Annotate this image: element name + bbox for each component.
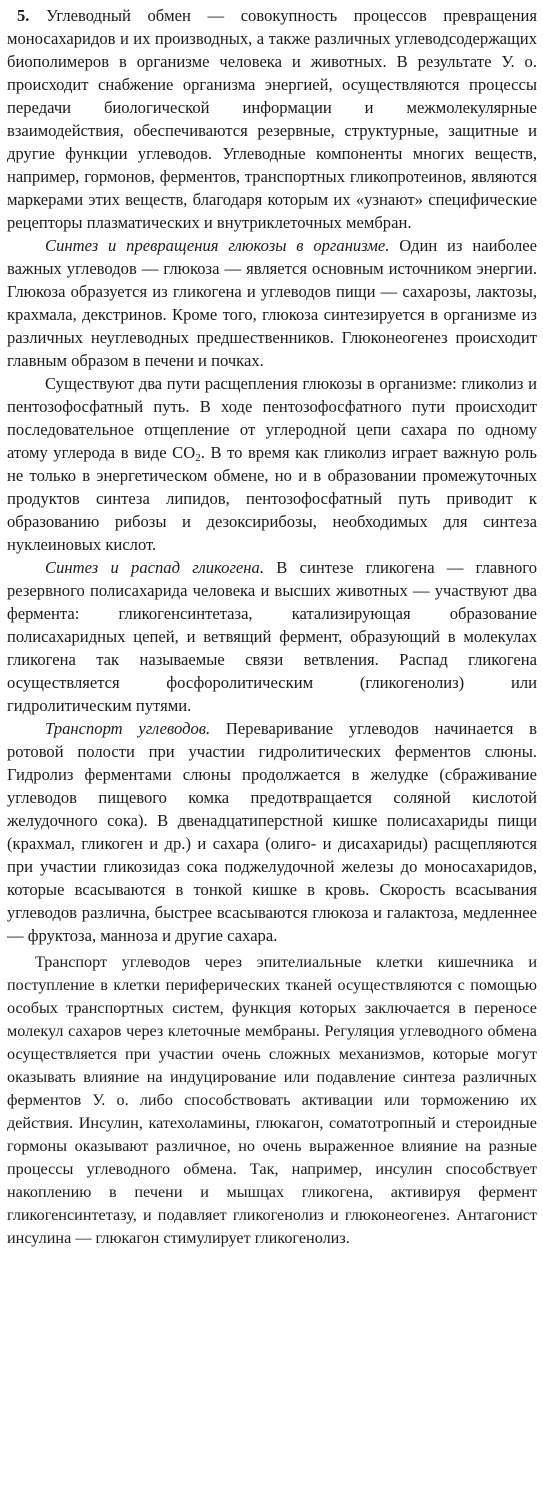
co2-subscript: 2 (195, 452, 201, 464)
section-heading-glycogen: Синтез и распад гликогена. (45, 558, 264, 577)
paragraph-regulation (7, 951, 537, 1250)
paragraph-text: Углеводный обмен — совокупность процессов превращения моносахаридов и их производных, а также различных углеводсодержащих биополимеров в организме человека и животных. В результате У. о. происходит снабжение организма энергией, осуществляются процессы передачи биологической информации и межмолекулярные взаимодействия, обеспечиваются резервные, структурные, защитные и другие функции углеводов. Углеводные компоненты многих веществ, например, гормонов, ферментов, транспортных гликопротеинов, являются маркерами этих веществ, благодаря которым их «узнают» специфические рецепторы плазматических и внутриклеточных мембран. (7, 6, 537, 232)
paragraph-text: В синтезе гликогена — главного резервного полисахарида человека и высших животных — участвуют два фермента: гликогенсинтетаза, катализирующая образование полисахаридных цепей, и ветвящий фермент, образующий в молекулах гликогена так называемые связи ветвления. Распад гликогена осуществляется фосфоролитическим (гликогенолиз) или гидролитическим путями. (7, 558, 537, 715)
paragraph-glucose-pathways (7, 372, 537, 556)
paragraph-carbohydrate-metabolism (7, 4, 537, 234)
paragraph-text: Существуют два пути расщепления глюкозы в организме: гликолиз и пентозофосфатный путь. В ходе пентозофосфатного пути происходит последовательное отщепление от углеродной цепи сахара по одному атому углерода в виде CO (7, 374, 537, 462)
paragraph-text: Переваривание углеводов начинается в ротовой полости при участии гидролитических ферментов слюны. Гидролиз ферментами слюны продолжается в желудке (сбраживание углеводов пищевого комка предотвращается соляной кислотой желудочного сока). В двенадцатиперстной кишке полисахариды пищи (крахмал, гликоген и др.) и сахара (олиго- и дисахариды) расщепляются при участии гликозидаз сока поджелудочной железы до моносахаридов, которые всасываются в тонкой кишке в кровь. Скорость всасывания углеводов различна, быстрее всасываются глюкоза и галактоза, медленнее — фруктоза, манноза и другие сахара. (7, 719, 537, 945)
paragraph-text: Один из наиболее важных углеводов — глюкоза — является основным источником энергии. Глюкоза образуется из гликогена и углеводов пищи — сахарозы, лактозы, крахмала, декстринов. Кроме того, глюкоза синтезируется в организме из различных неуглеводных предшественников. Глюконеогенез происходит главным образом в печени и почках. (7, 236, 537, 370)
section-heading-transport: Транспорт углеводов. (45, 719, 211, 738)
item-number: 5. (17, 6, 30, 25)
paragraph-text-continued: . В то время как гликолиз играет важную роль не только в энергетическом обмене, но и в образовании промежуточных продуктов синтеза липидов, пентозофосфатный путь приводит к образованию рибозы и дезоксирибозы, необходимых для синтеза нуклеиновых кислот. (7, 443, 537, 554)
paragraph-carbohydrate-transport (7, 717, 537, 947)
section-heading-glucose: Синтез и превращения глюкозы в организме. (45, 236, 390, 255)
paragraph-glycogen (7, 556, 537, 717)
paragraph-text: Транспорт углеводов через эпителиальные клетки кишечника и поступление в клетки периферических тканей осуществляются с помощью особых транспортных систем, функция которых заключается в переносе молекул сахаров через клеточные мембраны. Регуляция углеводного обмена осуществляется при участии очень сложных механизмов, которые могут оказывать влияние на индуцирование или подавление синтеза различных ферментов У. о. либо способствовать активации или торможению их действия. Инсулин, катехоламины, глюкагон, соматотропный и стероидные гормоны оказывают различное, но очень выраженное влияние на разные процессы углеводного обмена. Так, например, инсулин способствует накоплению в печени и мышцах гликогена, активируя фермент гликогенсинтетазу, и подавляет гликогенолиз и глюконеогенез. Антагонист инсулина — глюкагон стимулирует гликогенолиз. (7, 953, 537, 1247)
paragraph-glucose-synthesis (7, 234, 537, 372)
